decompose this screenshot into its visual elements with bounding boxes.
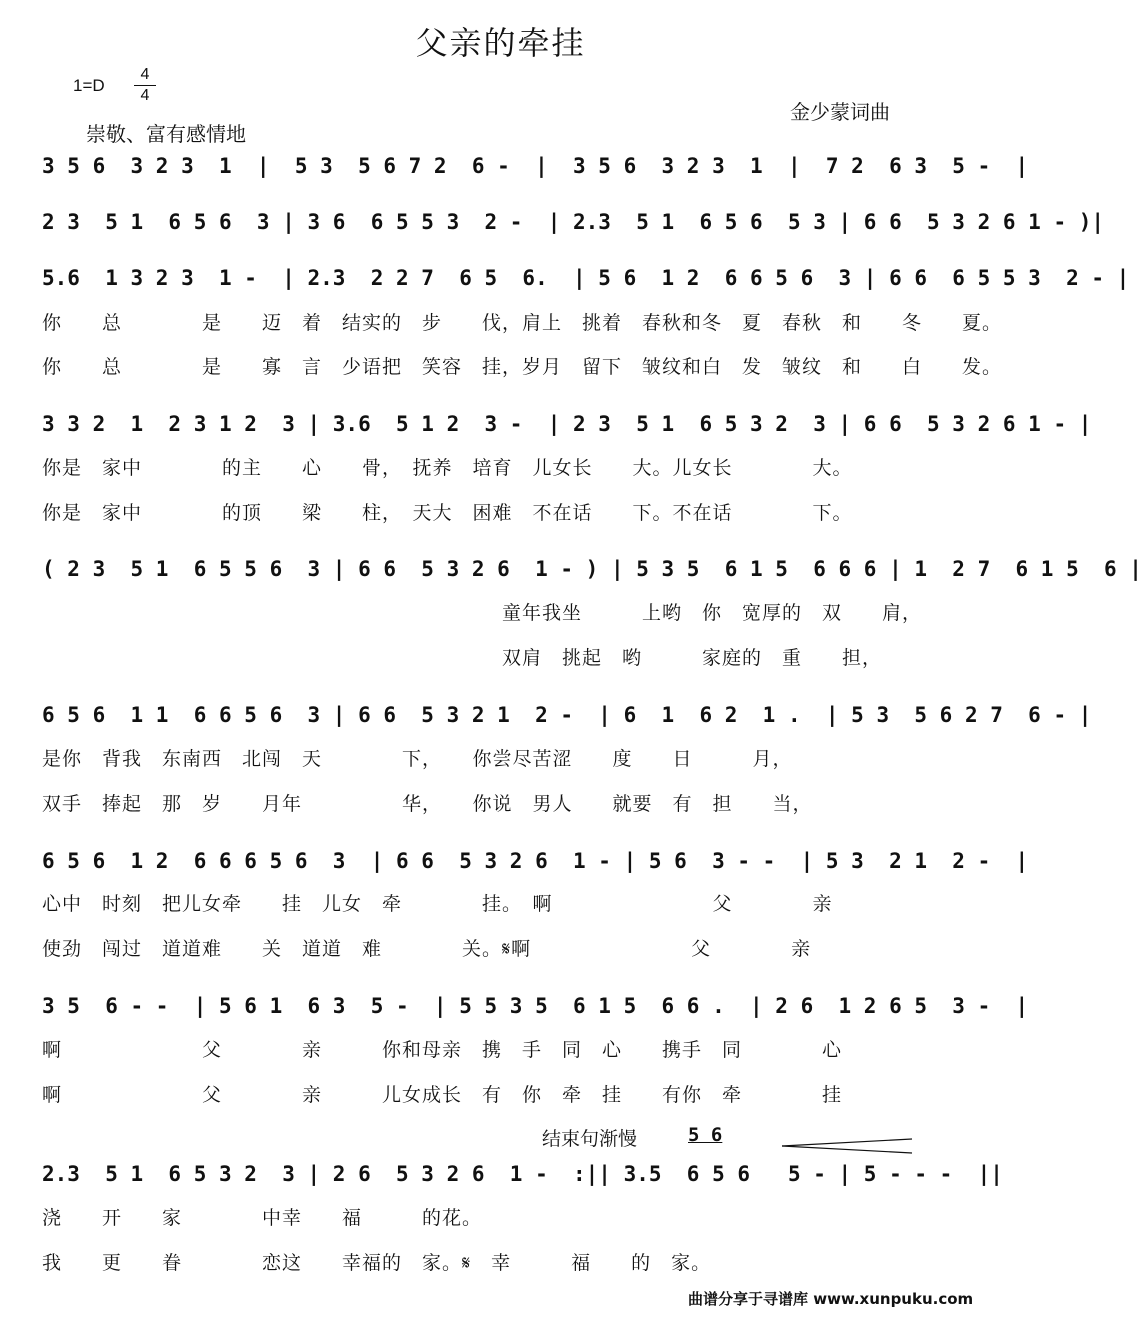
notation-row: 6 5 6 1 2 6 6 6 5 6 3 | 6 6 5 3 2 6 1 - | 5 6 3 - - | 5 3 2 1 2 - |: [42, 849, 1029, 873]
ritardando-marking: 结束句渐慢: [542, 1128, 638, 1150]
lyric-row: 浇 开 家 中幸 福 的花。: [42, 1207, 483, 1229]
lyric-row: 双肩 挑起 哟 家庭的 重 担，: [42, 647, 883, 669]
lyric-row: 童年我坐 上哟 你 宽厚的 双 肩，: [42, 602, 923, 624]
lyric-row: 啊 父 亲 你和母亲 携 手 同 心 携手 同 心: [42, 1039, 843, 1061]
lyric-row: 你是 家中 的顶 梁 柱， 天大 困难 不在话 下。不在话 下。: [42, 502, 853, 524]
lyric-row: 啊 父 亲 儿女成长 有 你 牵 挂 有你 牵 挂: [42, 1084, 843, 1106]
notation-row: 2.3 5 1 6 5 3 2 3 | 2 6 5 3 2 6 1 - :|| 3.5 6 5 6 5 - | 5 - - - ||: [42, 1162, 1003, 1186]
meter-divider: [134, 85, 156, 86]
decrescendo-hairpin: [782, 1138, 912, 1154]
lyric-row: 是你 背我 东南西 北闯 天 下， 你尝尽苦涩 度 日 月，: [42, 748, 793, 770]
time-signature: [134, 66, 156, 105]
lyric-row: 你 总 是 迈 着 结实的 步 伐，肩上 挑着 春秋和冬 夏 春秋 和 冬 夏。: [42, 312, 1003, 334]
performance-direction: 崇敬、富有感情地: [86, 122, 246, 146]
key-signature: 1=D: [73, 76, 105, 95]
meter-top: 4: [140, 66, 150, 83]
ending-grace-notes: 5 6: [688, 1124, 723, 1146]
composer-credit: 金少蒙词曲: [790, 100, 890, 124]
notation-row: 6 5 6 1 1 6 6 5 6 3 | 6 6 5 3 2 1 2 - | 6 1 6 2 1 . | 5 3 5 6 2 7 6 - |: [42, 703, 1092, 727]
meter-bottom: 4: [140, 87, 150, 104]
notation-row: 5.6 1 3 2 3 1 - | 2.3 2 2 7 6 5 6. | 5 6 1 2 6 6 5 6 3 | 6 6 6 5 5 3 2 - |: [42, 266, 1130, 290]
lyric-row: 心中 时刻 把儿女牵 挂 儿女 牵 挂。 啊 父 亲: [42, 893, 833, 915]
notation-row: 2 3 5 1 6 5 6 3 | 3 6 6 5 5 3 2 - | 2.3 5 1 6 5 6 5 3 | 6 6 5 3 2 6 1 - )|: [42, 210, 1105, 234]
lyric-row: 双手 捧起 那 岁 月年 华， 你说 男人 就要 有 担 当，: [42, 793, 813, 815]
source-credit: 曲谱分享于寻谱库 www.xunpuku.com: [688, 1290, 974, 1308]
song-title: 父亲的牵挂: [415, 24, 586, 62]
lyric-row: 你是 家中 的主 心 骨， 抚养 培育 儿女长 大。儿女长 大。: [42, 457, 853, 479]
lyric-row: 你 总 是 寡 言 少语把 笑容 挂，岁月 留下 皱纹和白 发 皱纹 和 白 发。: [42, 356, 1003, 378]
notation-row: 3 5 6 3 2 3 1 | 5 3 5 6 7 2 6 - | 3 5 6 3 2 3 1 | 7 2 6 3 5 - |: [42, 154, 1029, 178]
notation-row: ( 2 3 5 1 6 5 5 6 3 | 6 6 5 3 2 6 1 - ) | 5 3 5 6 1 5 6 6 6 | 1 2 7 6 1 5 6 |: [42, 557, 1142, 581]
lyric-row: 我 更 眷 恋这 幸福的 家。𝄋 幸 福 的 家。: [42, 1252, 712, 1274]
notation-row: 3 3 2 1 2 3 1 2 3 | 3.6 5 1 2 3 - | 2 3 5 1 6 5 3 2 3 | 6 6 5 3 2 6 1 - |: [42, 412, 1092, 436]
notation-row: 3 5 6 - - | 5 6 1 6 3 5 - | 5 5 3 5 6 1 5 6 6 . | 2 6 1 2 6 5 3 - |: [42, 994, 1029, 1018]
lyric-row: 使劲 闯过 道道难 关 道道 难 关。𝄋啊 父 亲: [42, 938, 812, 960]
